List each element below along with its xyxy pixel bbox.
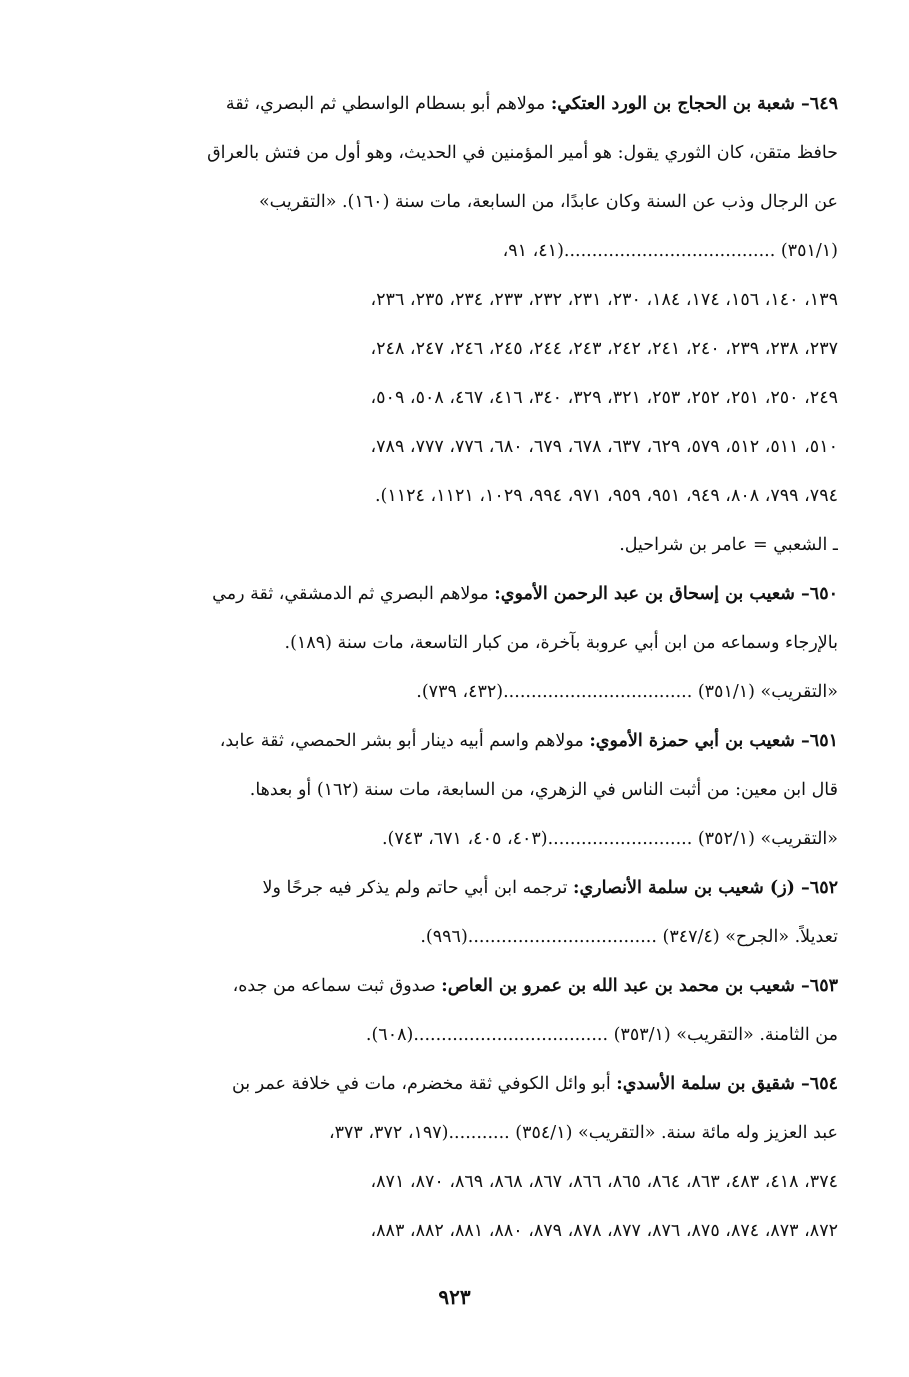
entry-text: ترجمه ابن أبي حاتم ولم يذكر فيه جرحًا ولا	[262, 878, 574, 898]
entry-text: عبد العزيز وله مائة سنة. «التقريب» (٣٥٤/١) ...........(١٩٧، ٣٧٢، ٣٧٣،	[328, 1123, 838, 1143]
entry-line	[100, 619, 838, 668]
entry-4	[100, 864, 838, 962]
entry-line	[100, 1109, 838, 1158]
entry-text: صدوق ثبت سماعه من جده،	[232, 976, 442, 996]
entry-line	[100, 864, 838, 913]
entry-line	[100, 815, 838, 864]
narrator-heading: ٦٥٣– شعيب بن محمد بن عبد الله بن عمرو بن العاص:	[441, 976, 838, 996]
entry-line	[100, 129, 838, 178]
narrator-heading: ٦٤٩– شعبة بن الحجاج بن الورد العتكي:	[550, 94, 838, 114]
narrator-heading: ٦٥٤– شقيق بن سلمة الأسدي:	[616, 1074, 838, 1094]
page-number: ٩٢٣	[438, 1285, 471, 1309]
entry-line	[100, 668, 838, 717]
page-body	[100, 80, 838, 1256]
entry-text: ٣٧٤، ٤١٨، ٤٨٣، ٨٦٣، ٨٦٤، ٨٦٥، ٨٦٦، ٨٦٧، ٨٦٨، ٨٦٩، ٨٧٠، ٨٧١،	[370, 1172, 838, 1192]
entry-1	[100, 521, 838, 570]
entry-line	[100, 1011, 838, 1060]
narrator-heading: ٦٥١– شعيب بن أبي حمزة الأموي:	[589, 731, 838, 751]
entry-text: من الثامنة. «التقريب» (٣٥٣/١) ...................................(٦٠٨).	[365, 1025, 838, 1045]
entry-0	[100, 80, 838, 521]
entry-text: «التقريب» (٣٥١/١) ..................................(٤٣٢، ٧٣٩).	[416, 682, 838, 702]
entry-text: «التقريب» (٣٥٢/١) ..........................(٤٠٣، ٤٠٥، ٦٧١، ٧٤٣).	[381, 829, 838, 849]
entry-text: عن الرجال وذب عن السنة وكان عابدًا، من السابعة، مات سنة (١٦٠). «التقريب»	[258, 192, 838, 212]
entry-line	[100, 276, 838, 325]
entry-line	[100, 570, 838, 619]
entry-text: مولاهم البصري ثم الدمشقي، ثقة رمي	[212, 584, 495, 604]
entry-text: ٧٩٤، ٧٩٩، ٨٠٨، ٩٤٩، ٩٥١، ٩٥٩، ٩٧١، ٩٩٤، ١٠٢٩، ١١٢١، ١١٢٤).	[374, 486, 838, 506]
entry-text: تعديلاً. «الجرح» (٣٤٧/٤) ..................................(٩٩٦).	[420, 927, 838, 947]
entry-text: مولاهم أبو بسطام الواسطي ثم البصري، ثقة	[225, 94, 551, 114]
narrator-heading: ٦٥٠– شعيب بن إسحاق بن عبد الرحمن الأموي:	[494, 584, 838, 604]
entry-text: ٨٧٢، ٨٧٣، ٨٧٤، ٨٧٥، ٨٧٦، ٨٧٧، ٨٧٨، ٨٧٩، ٨٨٠، ٨٨١، ٨٨٢، ٨٨٣،	[370, 1221, 838, 1241]
entry-5	[100, 962, 838, 1060]
entry-text: ٢٣٧، ٢٣٨، ٢٣٩، ٢٤٠، ٢٤١، ٢٤٢، ٢٤٣، ٢٤٤، ٢٤٥، ٢٤٦، ٢٤٧، ٢٤٨،	[370, 339, 838, 359]
entry-line	[100, 962, 838, 1011]
entry-line	[100, 472, 838, 521]
entry-text: مولاهم واسم أبيه دينار أبو بشر الحمصي، ثقة عابد،	[219, 731, 590, 751]
entry-line	[100, 913, 838, 962]
entry-text: ٢٤٩، ٢٥٠، ٢٥١، ٢٥٢، ٢٥٣، ٣٢١، ٣٢٩، ٣٤٠، ٤١٦، ٤٦٧، ٥٠٨، ٥٠٩،	[370, 388, 838, 408]
entry-3	[100, 717, 838, 864]
entry-line	[100, 325, 838, 374]
entry-line	[100, 227, 838, 276]
entry-line	[100, 423, 838, 472]
entry-line	[100, 80, 838, 129]
entry-text: (٣٥١/١) ......................................(٤١، ٩١،	[502, 241, 838, 261]
entry-line	[100, 717, 838, 766]
entry-text: ـ الشعبي = عامر بن شراحيل.	[619, 535, 838, 555]
entry-line	[100, 1158, 838, 1207]
entry-text: أبو وائل الكوفي ثقة مخضرم، مات في خلافة عمر بن	[231, 1074, 617, 1094]
narrator-heading: ٦٥٢– (ز) شعيب بن سلمة الأنصاري:	[573, 878, 838, 898]
entry-text: ١٣٩، ١٤٠، ١٥٦، ١٧٤، ١٨٤، ٢٣٠، ٢٣١، ٢٣٢، ٢٣٣، ٢٣٤، ٢٣٥، ٢٣٦،	[370, 290, 838, 310]
entry-6	[100, 1060, 838, 1256]
entry-line	[100, 521, 838, 570]
entry-line	[100, 1207, 838, 1256]
entry-line	[100, 374, 838, 423]
entry-line	[100, 766, 838, 815]
entry-text: ٥١٠، ٥١١، ٥١٢، ٥٧٩، ٦٢٩، ٦٣٧، ٦٧٨، ٦٧٩، ٦٨٠، ٧٧٦، ٧٧٧، ٧٨٩،	[370, 437, 838, 457]
entry-line	[100, 178, 838, 227]
entry-text: حافظ متقن، كان الثوري يقول: هو أمير المؤمنين في الحديث، وهو أول من فتش بالعراق	[207, 143, 838, 163]
entry-line	[100, 1060, 838, 1109]
entry-text: قال ابن معين: من أثبت الناس في الزهري، من السابعة، مات سنة (١٦٢) أو بعدها.	[249, 780, 838, 800]
entry-text: بالإرجاء وسماعه من ابن أبي عروبة بآخرة، من كبار التاسعة، مات سنة (١٨٩).	[284, 633, 838, 653]
entry-2	[100, 570, 838, 717]
